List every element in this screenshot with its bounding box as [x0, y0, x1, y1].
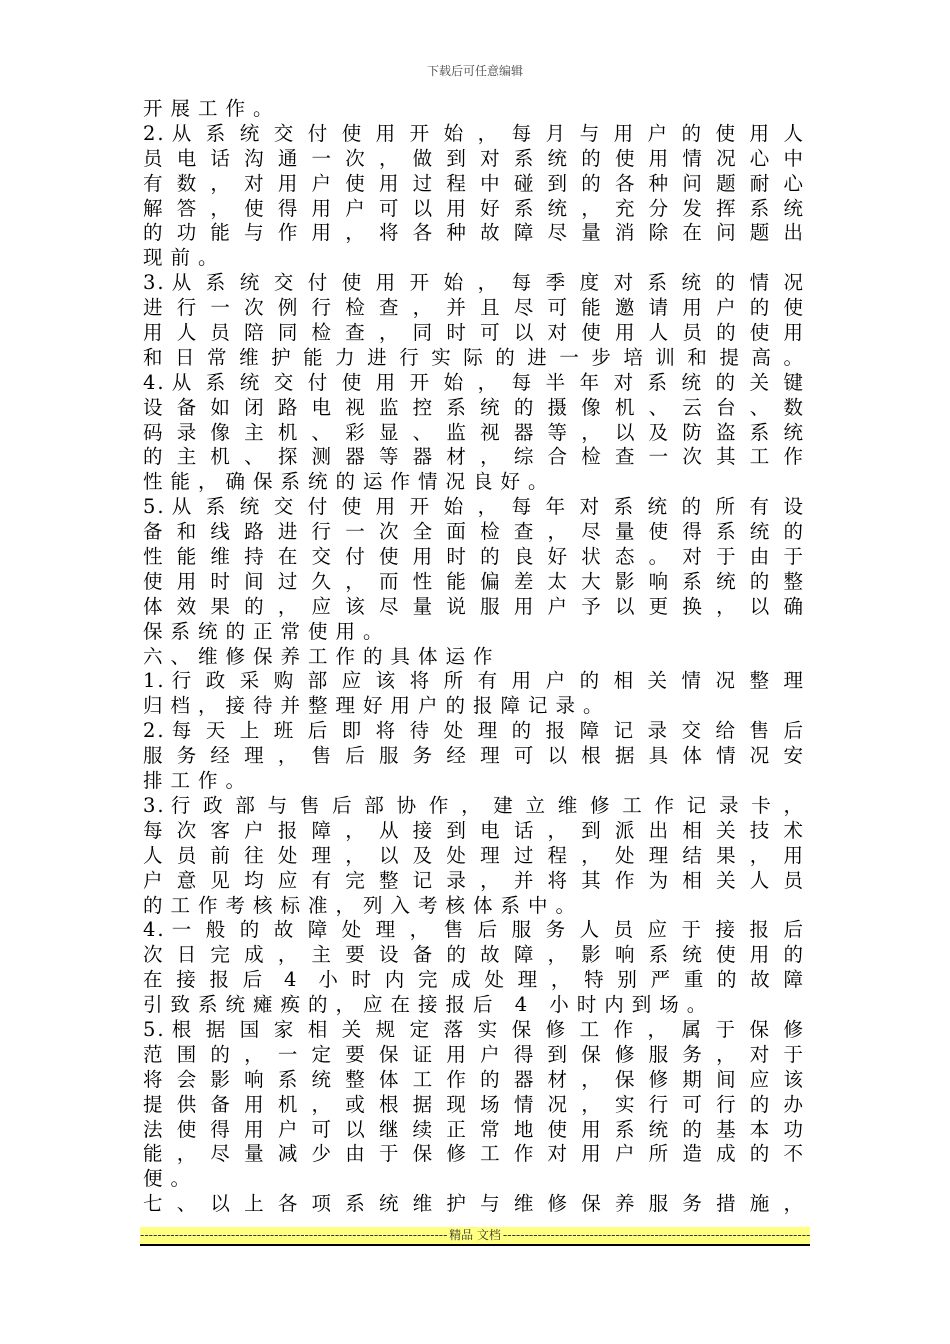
text-line: 户 意 见 均 应 有 完 整 记 录 ， 并 将 其 作 为 相 关 人 员 — [143, 868, 803, 892]
text-line: 2 . 从 系 统 交 付 使 用 开 始 ， 每 月 与 用 户 的 使 用 人 — [143, 121, 803, 145]
footer-label: 精品 文档 — [449, 1228, 501, 1242]
text-line: 备 和 线 路 进 行 一 次 全 面 检 查 ， 尽 量 使 得 系 统 的 — [143, 520, 803, 544]
text-line: 用 人 员 陪 同 检 查 ， 同 时 可 以 对 使 用 人 员 的 使 用 — [143, 321, 803, 345]
page-header: 下载后可任意编辑 — [426, 64, 523, 78]
text-line: 七 、 以 上 各 项 系 统 维 护 与 维 修 保 养 服 务 措 施 ， — [143, 1192, 803, 1216]
text-line: 2 . 每 天 上 班 后 即 将 待 处 理 的 报 障 记 录 交 给 售 后 — [143, 719, 803, 743]
text-line: 排工作。 — [143, 769, 254, 793]
text-line: 4 . 从 系 统 交 付 使 用 开 始 ， 每 半 年 对 系 统 的 关 键 — [143, 370, 803, 394]
page-footer — [140, 1227, 810, 1246]
text-line: 法 使 得 用 户 可 以 继 续 正 常 地 使 用 系 统 的 基 本 功 — [143, 1117, 803, 1141]
text-line: 将 会 影 响 系 统 整 体 工 作 的 器 材 ， 保 修 期 间 应 该 — [143, 1067, 803, 1091]
text-line: 和 日 常 维 护 能 力 进 行 实 际 的 进 一 步 培 训 和 提 高 。 — [143, 345, 803, 369]
text-line: 有 数 ， 对 用 户 使 用 过 程 中 碰 到 的 各 种 问 题 耐 心 — [143, 171, 803, 195]
text-line: 的 主 机 、 探 测 器 等 器 材 ， 综 合 检 查 一 次 其 工 作 — [143, 445, 803, 469]
text-line: 性 能 维 持 在 交 付 使 用 时 的 良 好 状 态 。 对 于 由 于 — [143, 545, 803, 569]
text-line: 六、维修保养工作的具体运作 — [143, 644, 501, 668]
text-line: 服 务 经 理 ， 售 后 服 务 经 理 可 以 根 据 具 体 情 况 安 — [143, 744, 803, 768]
text-line: 码 录 像 主 机 、 彩 显 、 监 视 器 等 ， 以 及 防 盗 系 统 — [143, 420, 803, 444]
text-line: 便。 — [143, 1167, 199, 1191]
text-line: 进 行 一 次 例 行 检 查 ， 并 且 尽 可 能 邀 请 用 户 的 使 — [143, 296, 803, 320]
text-line: 归档，接待并整理好用户的报障记录。 — [143, 694, 611, 718]
text-line: 引致系统瘫痪的，应在接报后 4 小时内到场。 — [143, 993, 715, 1017]
footer-dash-right — [503, 1227, 810, 1244]
text-line: 性能，确保系统的运作情况良好。 — [143, 470, 556, 494]
text-line: 设 备 如 闭 路 电 视 监 控 系 统 的 摄 像 机 、 云 台 、 数 — [143, 395, 803, 419]
text-line: 保系统的正常使用。 — [143, 619, 391, 643]
text-line: 解 答 ， 使 得 用 户 可 以 用 好 系 统 ， 充 分 发 挥 系 统 — [143, 196, 803, 220]
text-line: 开展工作。 — [143, 97, 281, 120]
text-line: 员 电 话 沟 通 一 次 ， 做 到 对 系 统 的 使 用 情 况 心 中 — [143, 146, 803, 170]
text-line: 提 供 备 用 机 ， 或 根 据 现 场 情 况 ， 实 行 可 行 的 办 — [143, 1092, 803, 1116]
text-line: 每 次 客 户 报 障 ， 从 接 到 电 话 ， 到 派 出 相 关 技 术 — [143, 818, 803, 842]
footer-dash-left — [140, 1227, 447, 1244]
text-line: 人 员 前 往 处 理 ， 以 及 处 理 过 程 ， 处 理 结 果 ， 用 — [143, 843, 803, 867]
text-line: 3 . 行 政 部 与 售 后 部 协 作 ， 建 立 维 修 工 作 记 录 卡 ， — [143, 793, 803, 817]
text-line: 5 . 从 系 统 交 付 使 用 开 始 ， 每 年 对 系 统 的 所 有 设 — [143, 495, 803, 519]
text-line: 次 日 完 成 ， 主 要 设 备 的 故 障 ， 影 响 系 统 使 用 的 — [143, 943, 803, 967]
text-line: 3 . 从 系 统 交 付 使 用 开 始 ， 每 季 度 对 系 统 的 情 况 — [143, 271, 803, 295]
text-line: 4 . 一 般 的 故 障 处 理 ， 售 后 服 务 人 员 应 于 接 报 后 — [143, 918, 803, 942]
text-line: 1 . 行 政 采 购 部 应 该 将 所 有 用 户 的 相 关 情 况 整 理 — [143, 669, 803, 693]
text-line: 的工作考核标准，列入考核体系中。 — [143, 893, 584, 917]
text-line: 体 效 果 的 ， 应 该 尽 量 说 服 用 户 予 以 更 换 ， 以 确 — [143, 594, 803, 618]
text-line: 范 围 的 ， 一 定 要 保 证 用 户 得 到 保 修 服 务 ， 对 于 — [143, 1042, 803, 1066]
text-line: 使 用 时 间 过 久 ， 而 性 能 偏 差 太 大 影 响 系 统 的 整 — [143, 569, 803, 593]
text-line: 能 ， 尽 量 减 少 由 于 保 修 工 作 对 用 户 所 造 成 的 不 — [143, 1142, 803, 1166]
text-line: 的 功 能 与 作 用 ， 将 各 种 故 障 尽 量 消 除 在 问 题 出 — [143, 221, 803, 245]
document-body — [143, 97, 803, 1217]
text-line: 现前。 — [143, 246, 226, 270]
text-line: 5 . 根 据 国 家 相 关 规 定 落 实 保 修 工 作 ， 属 于 保 修 — [143, 1017, 803, 1041]
text-line: 在 接 报 后 4 小 时 内 完 成 处 理 ， 特 别 严 重 的 故 障 — [143, 968, 804, 992]
